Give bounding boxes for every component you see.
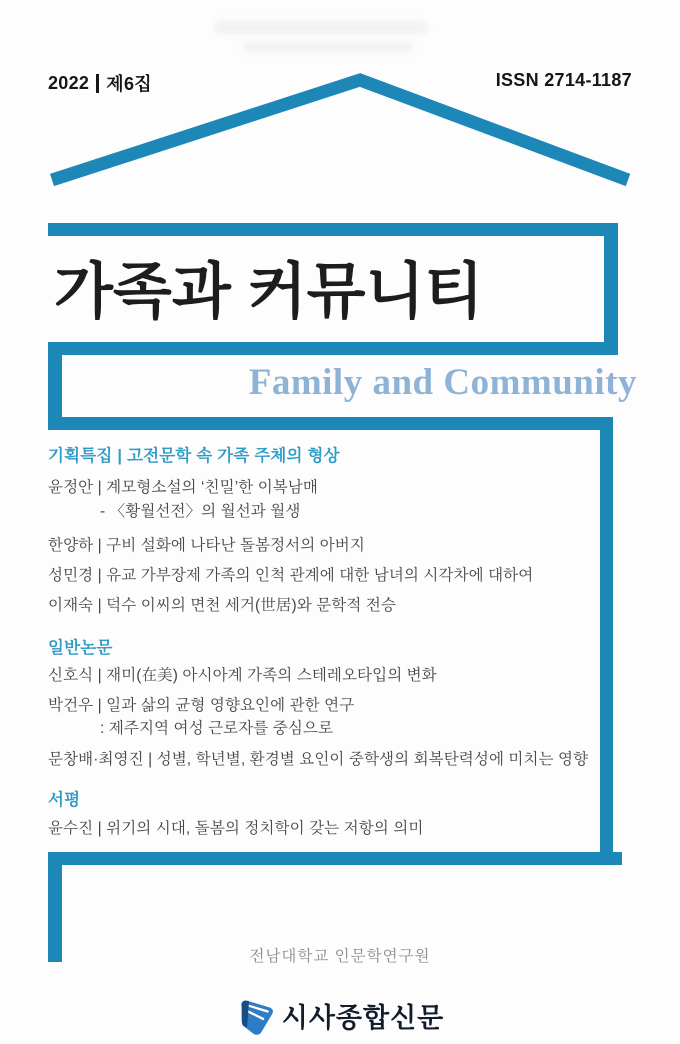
house-wall-right-upper: [604, 223, 618, 355]
journal-title-korean: 가족과 커뮤니티: [54, 257, 484, 325]
house-wall-middle: [48, 342, 618, 355]
toc-item: 신호식 | 재미(在美) 아시아계 가족의 스테레오타입의 변화: [48, 667, 437, 684]
toc-item: 문창배·최영진 | 성별, 학년별, 환경별 요인이 중학생의 회복탄력성에 미치는 영향: [48, 751, 589, 768]
house-wall-top: [48, 223, 618, 236]
house-wall-under-subtitle: [48, 417, 613, 430]
table-of-contents: [48, 446, 596, 839]
year-label: 2022: [48, 72, 90, 93]
toc-section-heading: 기획특집 | 고전문학 속 가족 주체의 형상: [48, 447, 340, 465]
toc-item: 윤정안 | 계모형소설의 ‘친밀’한 이복남매: [48, 479, 319, 496]
house-wall-right-lower: [600, 417, 613, 865]
toc-section-heading: 서평: [48, 791, 81, 809]
issue-label: 제6집: [106, 74, 152, 94]
toc-section-heading: 일반논문: [48, 639, 113, 657]
faint-watermark: [215, 21, 427, 34]
toc-item: 성민경 | 유교 가부장제 가족의 인척 관계에 대한 남녀의 시각차에 대하여: [48, 567, 534, 584]
toc-item: 한양하 | 구비 설화에 나타난 돌봄정서의 아버지: [48, 537, 365, 554]
toc-item: 윤수진 | 위기의 시대, 돌봄의 정치학이 갖는 저항의 의미: [48, 820, 424, 837]
toc-item-subtitle: : 제주지역 여성 근로자를 중심으로: [100, 720, 334, 737]
faint-watermark: [243, 42, 413, 52]
publisher-logo: [0, 995, 680, 1036]
newspaper-book-icon: [236, 995, 274, 1036]
house-wall-bottom: [48, 852, 622, 865]
toc-item: 이재숙 | 덕수 이씨의 면천 세거(世居)와 문학적 전승: [48, 597, 397, 614]
toc-item: 박건우 | 일과 삶의 균형 영향요인에 관한 연구: [48, 697, 355, 714]
house-roof-graphic: [40, 70, 640, 194]
publisher-name: 전남대학교 인문학연구원: [249, 948, 431, 965]
journal-title-english: Family and Community: [248, 362, 637, 403]
toc-item-subtitle: - 〈황월선전〉의 월선과 월생: [100, 503, 301, 520]
issn-label: ISSN 2714-1187: [495, 70, 632, 90]
logo-text: 시사종합신문: [281, 1003, 445, 1033]
